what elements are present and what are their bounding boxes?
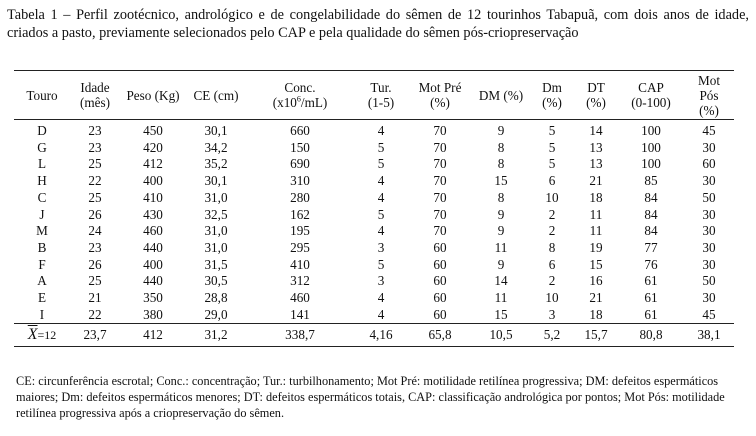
table-cell: 8 <box>497 189 505 205</box>
table-row <box>14 240 734 257</box>
table-cell: 85 <box>644 173 658 189</box>
table-cell: 15 <box>589 256 603 272</box>
table-cell: 61 <box>644 306 658 322</box>
table-cell: 30 <box>702 139 716 155</box>
table-cell: 50 <box>702 189 716 205</box>
table-cell: 460 <box>290 290 310 306</box>
mean-cell: 65,8 <box>428 327 452 343</box>
header-dm-major: DM (%) <box>478 87 524 103</box>
header-idade: Idade (mês) <box>79 80 111 110</box>
table-row <box>14 257 734 274</box>
table-cell: 26 <box>88 206 102 222</box>
mean-cell: 31,2 <box>204 327 228 343</box>
table-cell: 3 <box>377 273 385 289</box>
table-cell: 9 <box>497 256 505 272</box>
table-cell: 141 <box>290 306 310 322</box>
table-cell: 11 <box>589 206 603 222</box>
table-cell: 25 <box>88 156 102 172</box>
table-row <box>14 307 734 324</box>
table-cell: 350 <box>143 290 163 306</box>
table-cell: 412 <box>143 156 163 172</box>
row-bull-id: E <box>37 290 47 306</box>
table-cell: 70 <box>433 156 447 172</box>
table-cell: 21 <box>589 290 603 306</box>
table-cell: 100 <box>641 139 661 155</box>
table-cell: 45 <box>702 123 716 138</box>
table-cell: 4 <box>377 223 385 239</box>
table-cell: 400 <box>143 173 163 189</box>
table-cell: 430 <box>143 206 163 222</box>
table-cell: 31,5 <box>204 256 228 272</box>
table-cell: 10 <box>545 189 559 205</box>
mean-cell: 38,1 <box>697 327 721 343</box>
table-cell: 460 <box>143 223 163 239</box>
table-cell: 8 <box>548 239 556 255</box>
table-cell: 440 <box>143 239 163 255</box>
table-cell: 34,2 <box>204 139 228 155</box>
table-cell: 2 <box>548 223 556 239</box>
header-row <box>14 71 734 120</box>
header-peso: Peso (Kg) <box>126 87 180 103</box>
header-conc: Conc. $(x10^6/mL)$ <box>272 80 328 110</box>
table-cell: 6 <box>548 173 556 189</box>
table-cell: 23 <box>88 239 102 255</box>
table-cell: 31,0 <box>204 223 228 239</box>
table-cell: 5 <box>548 139 556 155</box>
table-cell: 312 <box>290 273 310 289</box>
table-cell: 35,2 <box>204 156 228 172</box>
table-cell: 30 <box>702 206 716 222</box>
table-row <box>14 190 734 207</box>
table-cell: 5 <box>548 123 556 138</box>
table-body <box>14 120 734 324</box>
table-footnote: CE: circunferência escrotal; Conc.: concentração; Tur.: turbilhonamento; Mot Pré: motilidade retilínea progressiva; DM: defeitos espermáticos maiores; Dm: defeitos espermáticos menores; DT: defeitos espermáticos totais, CAP: classificação andrológica por pontos; Mot Pós: motilidade retilínea progressiva após a criopreservação do sêmen. <box>16 374 725 420</box>
table-cell: 26 <box>88 256 102 272</box>
header-dt: DT (%) <box>586 80 606 110</box>
mean-cell: 80,8 <box>639 327 663 343</box>
table-cell: 660 <box>290 123 310 138</box>
table-cell: 16 <box>589 273 603 289</box>
table-cell: 9 <box>497 123 505 138</box>
header-mot-pre: Mot Pré (%) <box>418 80 462 110</box>
table-cell: 8 <box>497 156 505 172</box>
table-cell: 31,0 <box>204 239 228 255</box>
table-cell: 11 <box>494 290 508 306</box>
table-cell: 14 <box>494 273 508 289</box>
table-cell: 5 <box>377 156 385 172</box>
table-cell: 15 <box>494 306 508 322</box>
table-cell: 2 <box>548 273 556 289</box>
table-cell: 22 <box>88 173 102 189</box>
table-cell: 150 <box>290 139 310 155</box>
mean-cell: 23,7 <box>83 327 107 343</box>
table-cell: 162 <box>290 206 310 222</box>
table-cell: 23 <box>88 139 102 155</box>
table-cell: 400 <box>143 256 163 272</box>
table-cell: 50 <box>702 273 716 289</box>
mean-cell: 10,5 <box>489 327 513 343</box>
table-cell: 13 <box>589 139 603 155</box>
table-cell: 10 <box>545 290 559 306</box>
table-cell: 21 <box>88 290 102 306</box>
row-bull-id: F <box>38 256 46 272</box>
table-cell: 11 <box>589 223 603 239</box>
mean-cell: 4,16 <box>369 327 393 343</box>
table-cell: 13 <box>589 156 603 172</box>
table-cell: 5 <box>548 156 556 172</box>
table-cell: 61 <box>644 290 658 306</box>
table-cell: 84 <box>644 223 658 239</box>
table-cell: 15 <box>494 173 508 189</box>
table-cell: 22 <box>88 306 102 322</box>
table-row <box>14 156 734 173</box>
table-cell: 4 <box>377 173 385 189</box>
table-cell: 30,1 <box>204 123 228 138</box>
table-cell: 60 <box>433 239 447 255</box>
row-bull-id: C <box>37 189 47 205</box>
table-cell: 4 <box>377 290 385 306</box>
table-caption: Tabela 1 – Perfil zootécnico, andrológico e de congelabilidade do sêmen de 12 tourinhos Tabapuã, com dois anos de idade, criados a pasto, previamente selecionados pelo CAP e pela qualidade do sêmen pós-criopreservação <box>7 7 749 41</box>
header-cap: CAP (0-100) <box>631 80 671 110</box>
table-cell: 690 <box>290 156 310 172</box>
table-cell: 60 <box>433 273 447 289</box>
table-cell: 60 <box>433 306 447 322</box>
mean-cell: 338,7 <box>285 327 315 343</box>
table-cell: 24 <box>88 223 102 239</box>
table-cell: 70 <box>433 173 447 189</box>
header-dm-minor: Dm (%) <box>542 80 562 110</box>
row-bull-id: G <box>37 139 47 155</box>
table-cell: 4 <box>377 189 385 205</box>
table-cell: 30,1 <box>204 173 228 189</box>
table-cell: 100 <box>641 123 661 138</box>
table-row <box>14 173 734 190</box>
table-cell: 5 <box>377 206 385 222</box>
table-cell: 60 <box>433 290 447 306</box>
table-cell: 32,5 <box>204 206 228 222</box>
table-cell: 18 <box>589 306 603 322</box>
table-cell: 195 <box>290 223 310 239</box>
table-cell: 28,8 <box>204 290 228 306</box>
table-cell: 30 <box>702 173 716 189</box>
row-bull-id: J <box>39 206 45 222</box>
mean-cell: 5,2 <box>543 327 561 343</box>
table-row <box>14 223 734 240</box>
table-cell: 380 <box>143 306 163 322</box>
mean-cell: 15,7 <box>584 327 608 343</box>
table-cell: 84 <box>644 206 658 222</box>
table-cell: 4 <box>377 123 385 138</box>
table-cell: 30 <box>702 290 716 306</box>
table-cell: 76 <box>644 256 658 272</box>
table-cell: 280 <box>290 189 310 205</box>
row-bull-id: D <box>37 123 47 138</box>
table-cell: 420 <box>143 139 163 155</box>
table-cell: 18 <box>589 189 603 205</box>
row-bull-id: B <box>37 239 47 255</box>
table-cell: 9 <box>497 223 505 239</box>
table-cell: 23 <box>88 123 102 138</box>
table-cell: 25 <box>88 189 102 205</box>
table-cell: 70 <box>433 223 447 239</box>
table-cell: 450 <box>143 123 163 138</box>
table-cell: 30 <box>702 223 716 239</box>
table-cell: 4 <box>377 306 385 322</box>
table-cell: 14 <box>589 123 603 138</box>
row-bull-id: H <box>37 173 47 189</box>
table-cell: 8 <box>497 139 505 155</box>
row-bull-id: M <box>36 223 48 239</box>
table-cell: 6 <box>548 256 556 272</box>
table-cell: 77 <box>644 239 658 255</box>
table-cell: 84 <box>644 189 658 205</box>
table-cell: 30 <box>702 256 716 272</box>
table-cell: 440 <box>143 273 163 289</box>
table-cell: 29,0 <box>204 306 228 322</box>
table-row <box>14 120 734 140</box>
row-bull-id: A <box>37 273 47 289</box>
table-cell: 30 <box>702 239 716 255</box>
row-bull-id: I <box>39 306 45 322</box>
table-cell: 2 <box>548 206 556 222</box>
table-cell: 60 <box>433 256 447 272</box>
table-cell: 410 <box>290 256 310 272</box>
table-cell: 11 <box>494 239 508 255</box>
table-cell: 61 <box>644 273 658 289</box>
header-ce: CE (cm) <box>193 87 239 103</box>
table-cell: 60 <box>702 156 716 172</box>
table-cell: 5 <box>377 139 385 155</box>
table-cell: 9 <box>497 206 505 222</box>
table-cell: 3 <box>548 306 556 322</box>
table-cell: 30,5 <box>204 273 228 289</box>
table-row <box>14 290 734 307</box>
table-row <box>14 273 734 290</box>
table-row <box>14 207 734 224</box>
table-cell: 70 <box>433 189 447 205</box>
table-row <box>14 140 734 157</box>
table-cell: 100 <box>641 156 661 172</box>
table-cell: 5 <box>377 256 385 272</box>
row-bull-id: L <box>37 156 47 172</box>
table-cell: 410 <box>143 189 163 205</box>
table-cell: 21 <box>589 173 603 189</box>
table-cell: 70 <box>433 139 447 155</box>
mean-cell: 412 <box>143 327 163 343</box>
header-mot-pos: Mot Pós (%) <box>698 72 720 118</box>
table-cell: 295 <box>290 239 310 255</box>
table-cell: 70 <box>433 123 447 138</box>
table-cell: 31,0 <box>204 189 228 205</box>
table-cell: 45 <box>702 306 716 322</box>
data-table <box>14 70 734 347</box>
header-touro: Touro <box>26 87 58 103</box>
header-tur: Tur. (1-5) <box>367 80 395 110</box>
mean-row <box>14 324 734 347</box>
table-cell: 3 <box>377 239 385 255</box>
table-cell: 25 <box>88 273 102 289</box>
table-cell: 310 <box>290 173 310 189</box>
table-cell: 70 <box>433 206 447 222</box>
table-cell: 19 <box>589 239 603 255</box>
mean-label: $\overline{X}=12$ <box>27 326 57 344</box>
